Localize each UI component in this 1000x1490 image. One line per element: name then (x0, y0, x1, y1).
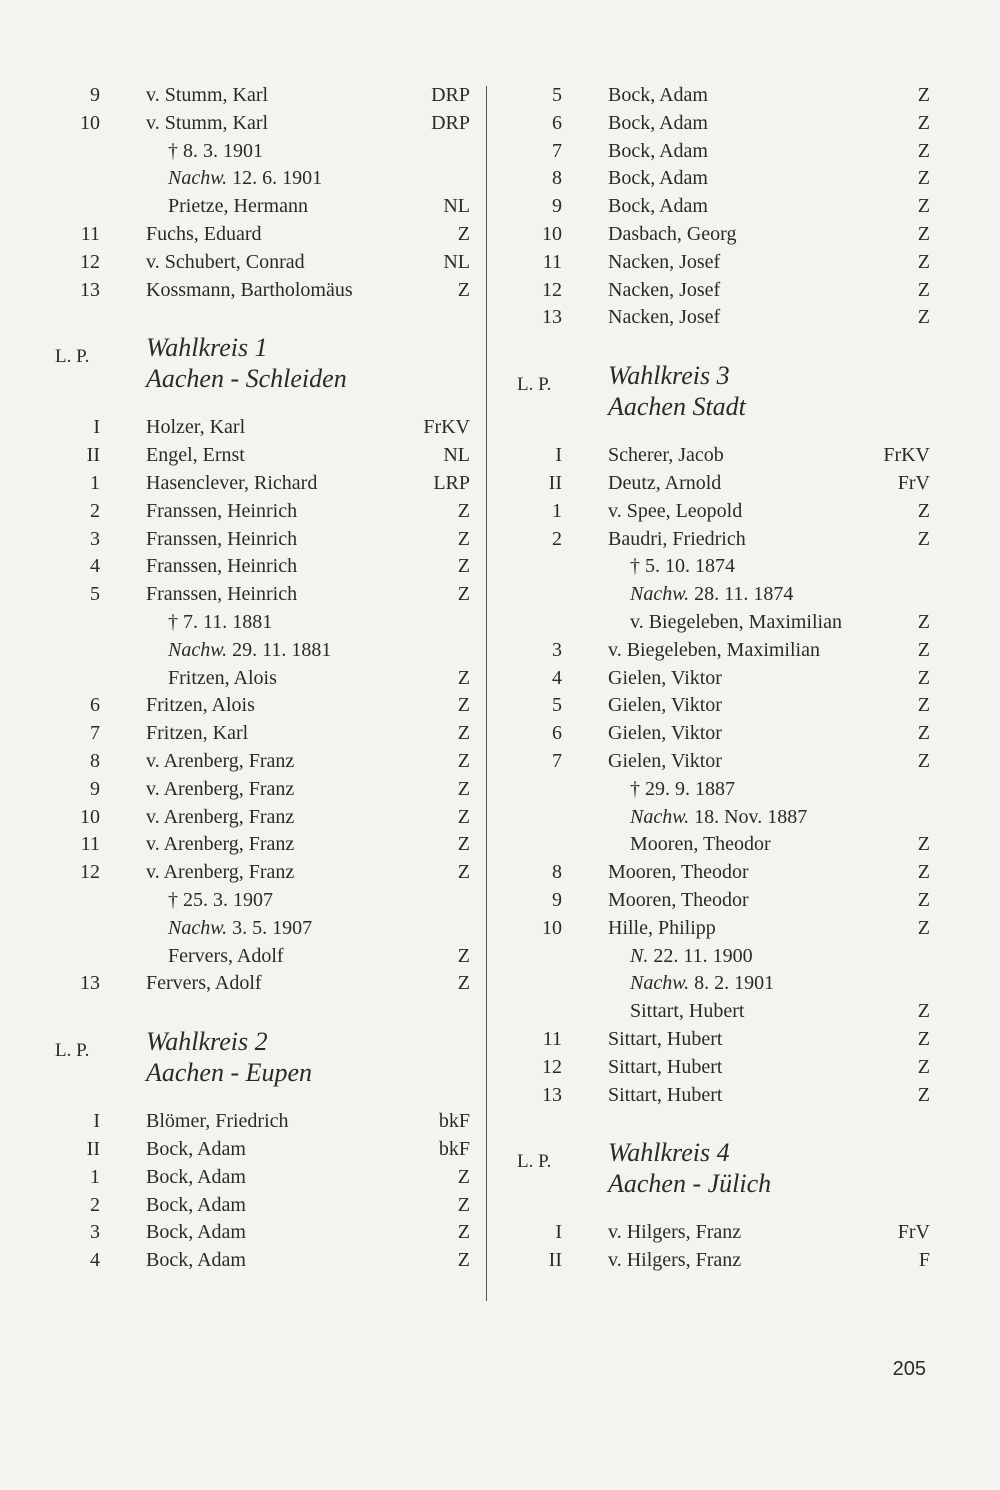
table-row (512, 748, 930, 776)
member-name: Franssen, Heinrich (146, 583, 298, 606)
party-label: Z (917, 499, 930, 522)
sub-entry-text: † 29. 9. 1887 (630, 777, 735, 800)
note-label: Nachw. (168, 916, 228, 939)
note-label: Nachw. (168, 638, 228, 661)
period-number: 4 (90, 555, 100, 578)
constituency-number: Wahlkreis 1 (146, 333, 268, 363)
table-row (50, 831, 470, 859)
sub-entry-text: Sittart, Hubert (630, 1000, 745, 1023)
constituency-name: Aachen - Jülich (608, 1169, 772, 1199)
section-gap (512, 332, 930, 360)
table-row (50, 804, 470, 832)
period-number: 2 (90, 499, 100, 522)
table-row (512, 692, 930, 720)
party-label: Z (917, 527, 930, 550)
table-row (512, 1026, 930, 1054)
table-row (50, 720, 470, 748)
period-number: 11 (542, 1027, 562, 1050)
page-number: 205 (892, 1358, 926, 1380)
sub-entry (512, 943, 930, 971)
period-number: 3 (552, 638, 562, 661)
table-row (512, 110, 930, 138)
member-name: Fuchs, Eduard (146, 222, 262, 245)
table-row (512, 82, 930, 110)
period-number: 2 (90, 1193, 100, 1216)
note-label: Nachw. (630, 972, 690, 995)
member-name: Sittart, Hubert (608, 1027, 723, 1050)
constituency-number: Wahlkreis 2 (146, 1027, 268, 1057)
lp-label: L. P. (55, 346, 90, 368)
member-name: Nacken, Josef (608, 250, 721, 273)
sub-entry (50, 637, 470, 665)
party-label: FrV (897, 1221, 930, 1244)
period-number: 13 (542, 1083, 562, 1106)
note-date: 29. 11. 1881 (232, 638, 332, 661)
sub-entry (50, 609, 470, 637)
table-row (50, 692, 470, 720)
note (168, 165, 322, 193)
member-name: v. Arenberg, Franz (146, 833, 295, 856)
sub-entry-text: † 8. 3. 1901 (168, 139, 263, 162)
period-number: 12 (542, 1055, 562, 1078)
table-row (50, 1192, 470, 1220)
party-label: Z (917, 1000, 930, 1023)
table-row (512, 277, 930, 305)
party-label: bkF (438, 1137, 470, 1160)
table-row (512, 138, 930, 166)
sub-entry (50, 193, 470, 221)
table-row (50, 970, 470, 998)
note-date: 3. 5. 1907 (232, 916, 313, 939)
section-gap (50, 998, 470, 1026)
member-name: v. Biegeleben, Maximilian (608, 638, 820, 661)
period-number: I (555, 444, 562, 467)
party-label: Z (917, 278, 930, 301)
member-name: Franssen, Heinrich (146, 527, 298, 550)
sub-entry (50, 138, 470, 166)
note-label: N. (630, 944, 649, 967)
party-label: Z (917, 167, 930, 190)
member-name: Bock, Adam (146, 1249, 246, 1272)
period-number: 1 (552, 499, 562, 522)
note-date: 8. 2. 1901 (694, 972, 775, 995)
period-number: 13 (80, 972, 100, 995)
member-name: Hasenclever, Richard (146, 471, 318, 494)
party-label: Z (917, 250, 930, 273)
period-number: 7 (552, 749, 562, 772)
table-row (512, 1247, 930, 1275)
note-label: Nachw. (630, 805, 690, 828)
member-name: v. Schubert, Conrad (146, 250, 305, 273)
sub-entry-text: Fervers, Adolf (168, 944, 284, 967)
period-number: I (555, 1221, 562, 1244)
period-number: 9 (90, 777, 100, 800)
table-row (50, 249, 470, 277)
member-name: Gielen, Viktor (608, 666, 722, 689)
table-row (512, 665, 930, 693)
period-number: 9 (90, 84, 100, 106)
table-row (50, 442, 470, 470)
period-number: 10 (542, 222, 562, 245)
note-label: Nachw. (630, 583, 690, 606)
member-name: Holzer, Karl (146, 416, 246, 439)
member-name: Gielen, Viktor (608, 694, 722, 717)
party-label: DRP (431, 111, 470, 134)
party-label: NL (443, 444, 470, 467)
party-label: Z (457, 499, 470, 522)
period-number: I (93, 1110, 100, 1133)
note (168, 915, 312, 943)
member-name: Kossmann, Bartholomäus (146, 278, 353, 301)
party-label: Z (457, 694, 470, 717)
member-name: v. Spee, Leopold (608, 499, 743, 522)
member-name: v. Arenberg, Franz (146, 805, 295, 828)
constituency-number: Wahlkreis 3 (608, 361, 730, 391)
party-label: bkF (438, 1110, 470, 1133)
table-row (50, 110, 470, 138)
member-name: Fritzen, Karl (146, 722, 249, 745)
member-name: Sittart, Hubert (608, 1083, 723, 1106)
period-number: 1 (90, 471, 100, 494)
period-number: II (86, 1137, 100, 1160)
party-label: Z (457, 861, 470, 884)
sub-entry-text: † 5. 10. 1874 (630, 555, 735, 578)
period-number: 8 (90, 749, 100, 772)
note-date: 28. 11. 1874 (694, 583, 794, 606)
party-label: NL (443, 195, 470, 218)
party-label: Z (917, 666, 930, 689)
table-row (50, 1136, 470, 1164)
section-gap (50, 304, 470, 332)
period-number: 6 (552, 111, 562, 134)
right-column (512, 82, 930, 1275)
party-label: FrV (897, 471, 930, 494)
member-name: Mooren, Theodor (608, 861, 749, 884)
period-number: 10 (80, 111, 100, 134)
party-label: Z (457, 222, 470, 245)
lp-label: L. P. (517, 1151, 552, 1173)
note (168, 637, 331, 665)
left-column (50, 82, 470, 1275)
party-label: Z (457, 1165, 470, 1188)
member-name: Baudri, Friedrich (608, 527, 746, 550)
table-row (50, 581, 470, 609)
period-number: 5 (552, 694, 562, 717)
note (630, 970, 774, 998)
party-label: Z (457, 555, 470, 578)
party-label: Z (917, 139, 930, 162)
lp-label: L. P. (55, 1040, 90, 1062)
table-row (50, 277, 470, 305)
party-label: LRP (433, 471, 470, 494)
period-number: 12 (80, 250, 100, 273)
member-name: Fervers, Adolf (146, 972, 262, 995)
member-name: v. Arenberg, Franz (146, 749, 295, 772)
member-name: v. Arenberg, Franz (146, 861, 295, 884)
party-label: Z (457, 666, 470, 689)
period-number: 4 (90, 1249, 100, 1272)
table-row (512, 915, 930, 943)
sub-entry-text: v. Biegeleben, Maximilian (630, 610, 842, 633)
member-name: Bock, Adam (608, 139, 708, 162)
sub-entry (50, 943, 470, 971)
member-name: v. Hilgers, Franz (608, 1221, 742, 1244)
table-row (50, 498, 470, 526)
table-row (50, 776, 470, 804)
member-name: Bock, Adam (608, 84, 708, 106)
member-name: v. Stumm, Karl (146, 84, 269, 106)
period-number: 9 (552, 195, 562, 218)
party-label: Z (917, 610, 930, 633)
constituency-number: Wahlkreis 4 (608, 1138, 730, 1168)
period-number: 12 (542, 278, 562, 301)
member-name: v. Arenberg, Franz (146, 777, 295, 800)
party-label: Z (917, 195, 930, 218)
sub-entry-text: Prietze, Hermann (168, 195, 308, 218)
table-row (512, 304, 930, 332)
member-name: Bock, Adam (146, 1193, 246, 1216)
party-label: Z (917, 833, 930, 856)
period-number: 1 (90, 1165, 100, 1188)
party-label: Z (917, 722, 930, 745)
member-name: Mooren, Theodor (608, 888, 749, 911)
period-number: 4 (552, 666, 562, 689)
period-number: 6 (552, 722, 562, 745)
party-label: Z (917, 916, 930, 939)
sub-entry-text: † 7. 11. 1881 (168, 610, 273, 633)
party-label: Z (917, 222, 930, 245)
period-number: 8 (552, 861, 562, 884)
table-row (512, 249, 930, 277)
table-row (50, 1164, 470, 1192)
member-name: Hille, Philipp (608, 916, 716, 939)
member-name: Bock, Adam (608, 195, 708, 218)
member-name: v. Hilgers, Franz (608, 1249, 742, 1272)
sub-entry-text: Fritzen, Alois (168, 666, 277, 689)
table-row (50, 1247, 470, 1275)
party-label: Z (457, 722, 470, 745)
lp-label: L. P. (517, 374, 552, 396)
member-name: Bock, Adam (146, 1221, 246, 1244)
member-name: Bock, Adam (146, 1137, 246, 1160)
section-gap (512, 1109, 930, 1137)
table-row (512, 221, 930, 249)
table-row (50, 1219, 470, 1247)
note-date: 22. 11. 1900 (653, 944, 753, 967)
table-row (50, 859, 470, 887)
period-number: 7 (90, 722, 100, 745)
party-label: Z (457, 972, 470, 995)
party-label: DRP (431, 84, 470, 106)
member-name: Bock, Adam (146, 1165, 246, 1188)
sub-entry-text: † 25. 3. 1907 (168, 888, 273, 911)
table-row (50, 221, 470, 249)
constituency-heading (512, 360, 930, 442)
table-row (512, 637, 930, 665)
party-label: Z (917, 306, 930, 329)
note (630, 943, 753, 971)
constituency-name: Aachen - Schleiden (146, 364, 347, 394)
table-row (512, 470, 930, 498)
sub-entry (50, 665, 470, 693)
member-name: Sittart, Hubert (608, 1055, 723, 1078)
sub-entry (512, 831, 930, 859)
sub-entry (512, 776, 930, 804)
sub-entry (512, 998, 930, 1026)
party-label: Z (917, 1083, 930, 1106)
member-name: Gielen, Viktor (608, 749, 722, 772)
party-label: Z (917, 694, 930, 717)
party-label: Z (457, 944, 470, 967)
member-name: Blömer, Friedrich (146, 1110, 289, 1133)
period-number: I (93, 416, 100, 439)
period-number: 2 (552, 527, 562, 550)
table-row (512, 165, 930, 193)
table-row (512, 720, 930, 748)
table-row (512, 1082, 930, 1110)
constituency-heading (50, 1026, 470, 1108)
member-name: Engel, Ernst (146, 444, 245, 467)
sub-entry (512, 804, 930, 832)
member-name: Bock, Adam (608, 111, 708, 134)
constituency-name: Aachen - Eupen (146, 1058, 313, 1088)
party-label: F (918, 1249, 930, 1272)
party-label: Z (457, 583, 470, 606)
period-number: II (86, 444, 100, 467)
period-number: II (548, 1249, 562, 1272)
period-number: 6 (90, 694, 100, 717)
table-row (50, 414, 470, 442)
member-name: Nacken, Josef (608, 278, 721, 301)
party-label: Z (917, 1027, 930, 1050)
note (630, 804, 807, 832)
party-label: Z (917, 888, 930, 911)
period-number: 10 (80, 805, 100, 828)
party-label: FrKV (883, 444, 930, 467)
member-name: Franssen, Heinrich (146, 499, 298, 522)
member-name: Scherer, Jacob (608, 444, 724, 467)
table-row (512, 526, 930, 554)
sub-entry (512, 609, 930, 637)
table-row (50, 470, 470, 498)
period-number: 12 (80, 861, 100, 884)
party-label: Z (457, 805, 470, 828)
party-label: FrKV (423, 416, 470, 439)
column-divider (486, 86, 487, 1301)
party-label: Z (457, 1193, 470, 1216)
table-row (50, 748, 470, 776)
period-number: 3 (90, 527, 100, 550)
party-label: Z (917, 1055, 930, 1078)
party-label: Z (917, 84, 930, 106)
table-row (50, 553, 470, 581)
party-label: Z (917, 638, 930, 661)
period-number: 8 (552, 167, 562, 190)
table-row (50, 82, 470, 110)
party-label: Z (457, 1249, 470, 1272)
table-row (512, 859, 930, 887)
period-number: 10 (542, 916, 562, 939)
member-name: v. Stumm, Karl (146, 111, 269, 134)
member-name: Gielen, Viktor (608, 722, 722, 745)
table-row (512, 442, 930, 470)
party-label: Z (917, 861, 930, 884)
member-name: Bock, Adam (608, 167, 708, 190)
party-label: Z (457, 777, 470, 800)
period-number: 11 (542, 250, 562, 273)
party-label: NL (443, 250, 470, 273)
constituency-heading (50, 332, 470, 414)
note-date: 18. Nov. 1887 (694, 805, 808, 828)
table-row (512, 1054, 930, 1082)
sub-entry (512, 970, 930, 998)
constituency-name: Aachen Stadt (608, 392, 746, 422)
sub-entry (512, 581, 930, 609)
period-number: 9 (552, 888, 562, 911)
period-number: 5 (552, 84, 562, 106)
party-label: Z (457, 527, 470, 550)
party-label: Z (917, 749, 930, 772)
note (630, 581, 793, 609)
table-row (512, 193, 930, 221)
member-name: Nacken, Josef (608, 306, 721, 329)
table-row (50, 1108, 470, 1136)
sub-entry (50, 165, 470, 193)
table-row (512, 498, 930, 526)
member-name: Deutz, Arnold (608, 471, 722, 494)
period-number: II (548, 471, 562, 494)
note-date: 12. 6. 1901 (232, 167, 323, 190)
table-row (512, 887, 930, 915)
table-row (50, 526, 470, 554)
period-number: 7 (552, 139, 562, 162)
period-number: 5 (90, 583, 100, 606)
party-label: Z (457, 833, 470, 856)
party-label: Z (457, 278, 470, 301)
party-label: Z (457, 749, 470, 772)
table-row (512, 1219, 930, 1247)
sub-entry-text: Mooren, Theodor (630, 833, 771, 856)
period-number: 13 (80, 278, 100, 301)
constituency-heading (512, 1137, 930, 1219)
member-name: Dasbach, Georg (608, 222, 737, 245)
note-label: Nachw. (168, 167, 228, 190)
period-number: 3 (90, 1221, 100, 1244)
period-number: 11 (80, 833, 100, 856)
sub-entry (50, 887, 470, 915)
member-name: Franssen, Heinrich (146, 555, 298, 578)
party-label: Z (457, 1221, 470, 1244)
period-number: 11 (80, 222, 100, 245)
party-label: Z (917, 111, 930, 134)
member-name: Fritzen, Alois (146, 694, 255, 717)
period-number: 13 (542, 306, 562, 329)
sub-entry (50, 915, 470, 943)
sub-entry (512, 553, 930, 581)
